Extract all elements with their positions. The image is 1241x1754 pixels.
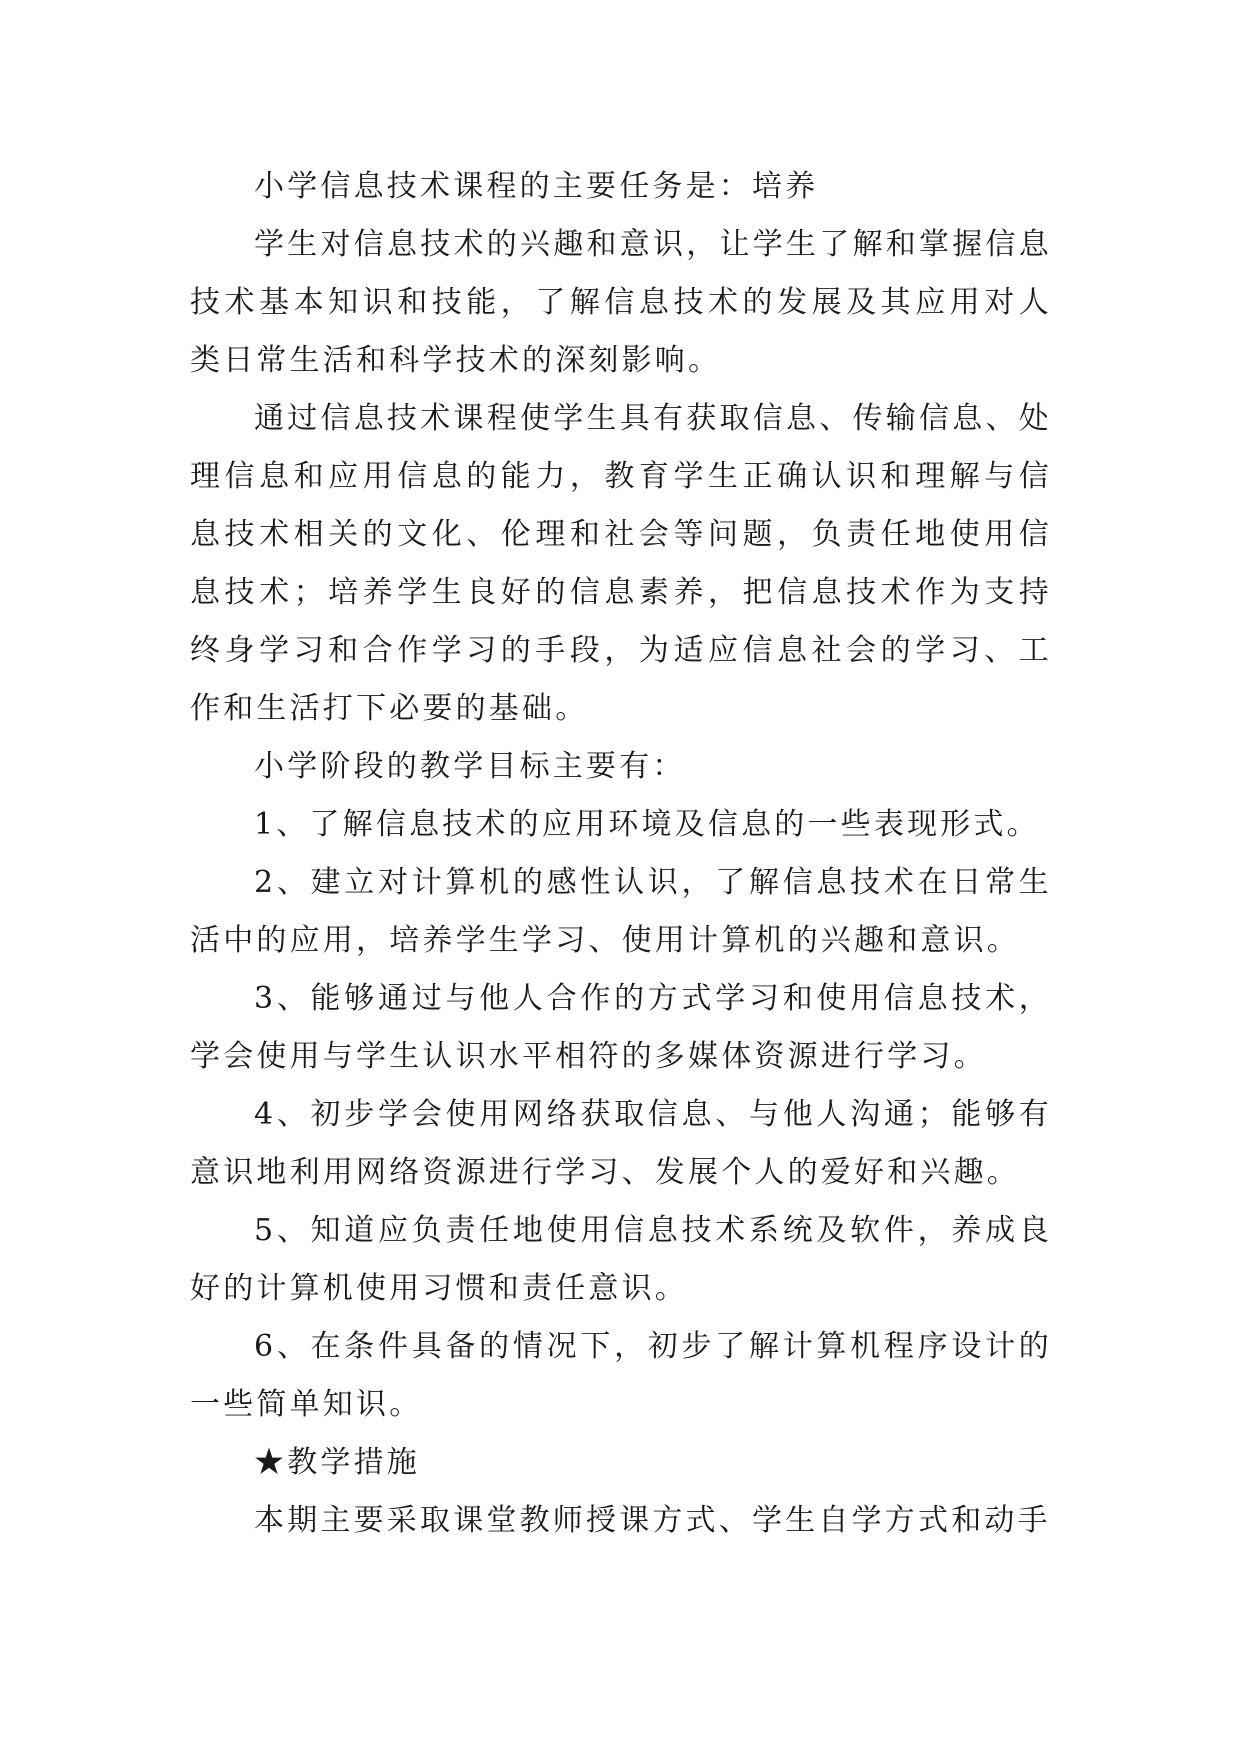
paragraph-interest: 学生对信息技术的兴趣和意识，让学生了解和掌握信息技术基本知识和技能，了解信息技术的发展及其应用对人类日常生活和科学技术的深刻影响。 [190,227,1052,378]
paragraph-abilities: 通过信息技术课程使学生具有获取信息、传输信息、处理信息和应用信息的能力，教育学生正确认识和理解与信息技术相关的文化、伦理和社会等问题，负责任地使用信息技术；培养学生良好的信息素养，把信息技术作为支持终身学习和合作学习的手段，为适应信息社会的学习、工作和生活打下必要的基础。 [190,401,1052,726]
goal-item-4: 4、初步学会使用网络获取信息、与他人沟通；能够有意识地利用网络资源进行学习、发展个人的爱好和兴趣。 [190,1097,1052,1190]
paragraph-goals-heading: 小学阶段的教学目标主要有： [254,749,686,784]
goal-item-5: 5、知道应负责任地使用信息技术系统及软件，养成良好的计算机使用习惯和责任意识。 [190,1213,1052,1306]
goal-item-6: 6、在条件具备的情况下，初步了解计算机程序设计的一些简单知识。 [190,1329,1052,1422]
goal-item-1: 1、了解信息技术的应用环境及信息的一些表现形式。 [254,807,1040,842]
paragraph-intro: 小学信息技术课程的主要任务是：培养 [254,169,819,204]
paragraph-measures: 本期主要采取课堂教师授课方式、学生自学方式和动手 [254,1503,1051,1538]
star-icon: ★ [254,1445,288,1480]
section-heading [190,1434,1052,1492]
goal-item-2: 2、建立对计算机的感性认识，了解信息技术在日常生活中的应用，培养学生学习、使用计算机的兴趣和意识。 [190,865,1052,958]
document-body [190,158,1052,1550]
section-heading-text: 教学措施 [287,1445,421,1480]
goal-item-3: 3、能够通过与他人合作的方式学习和使用信息技术，学会使用与学生认识水平相符的多媒体资源进行学习。 [190,981,1052,1074]
